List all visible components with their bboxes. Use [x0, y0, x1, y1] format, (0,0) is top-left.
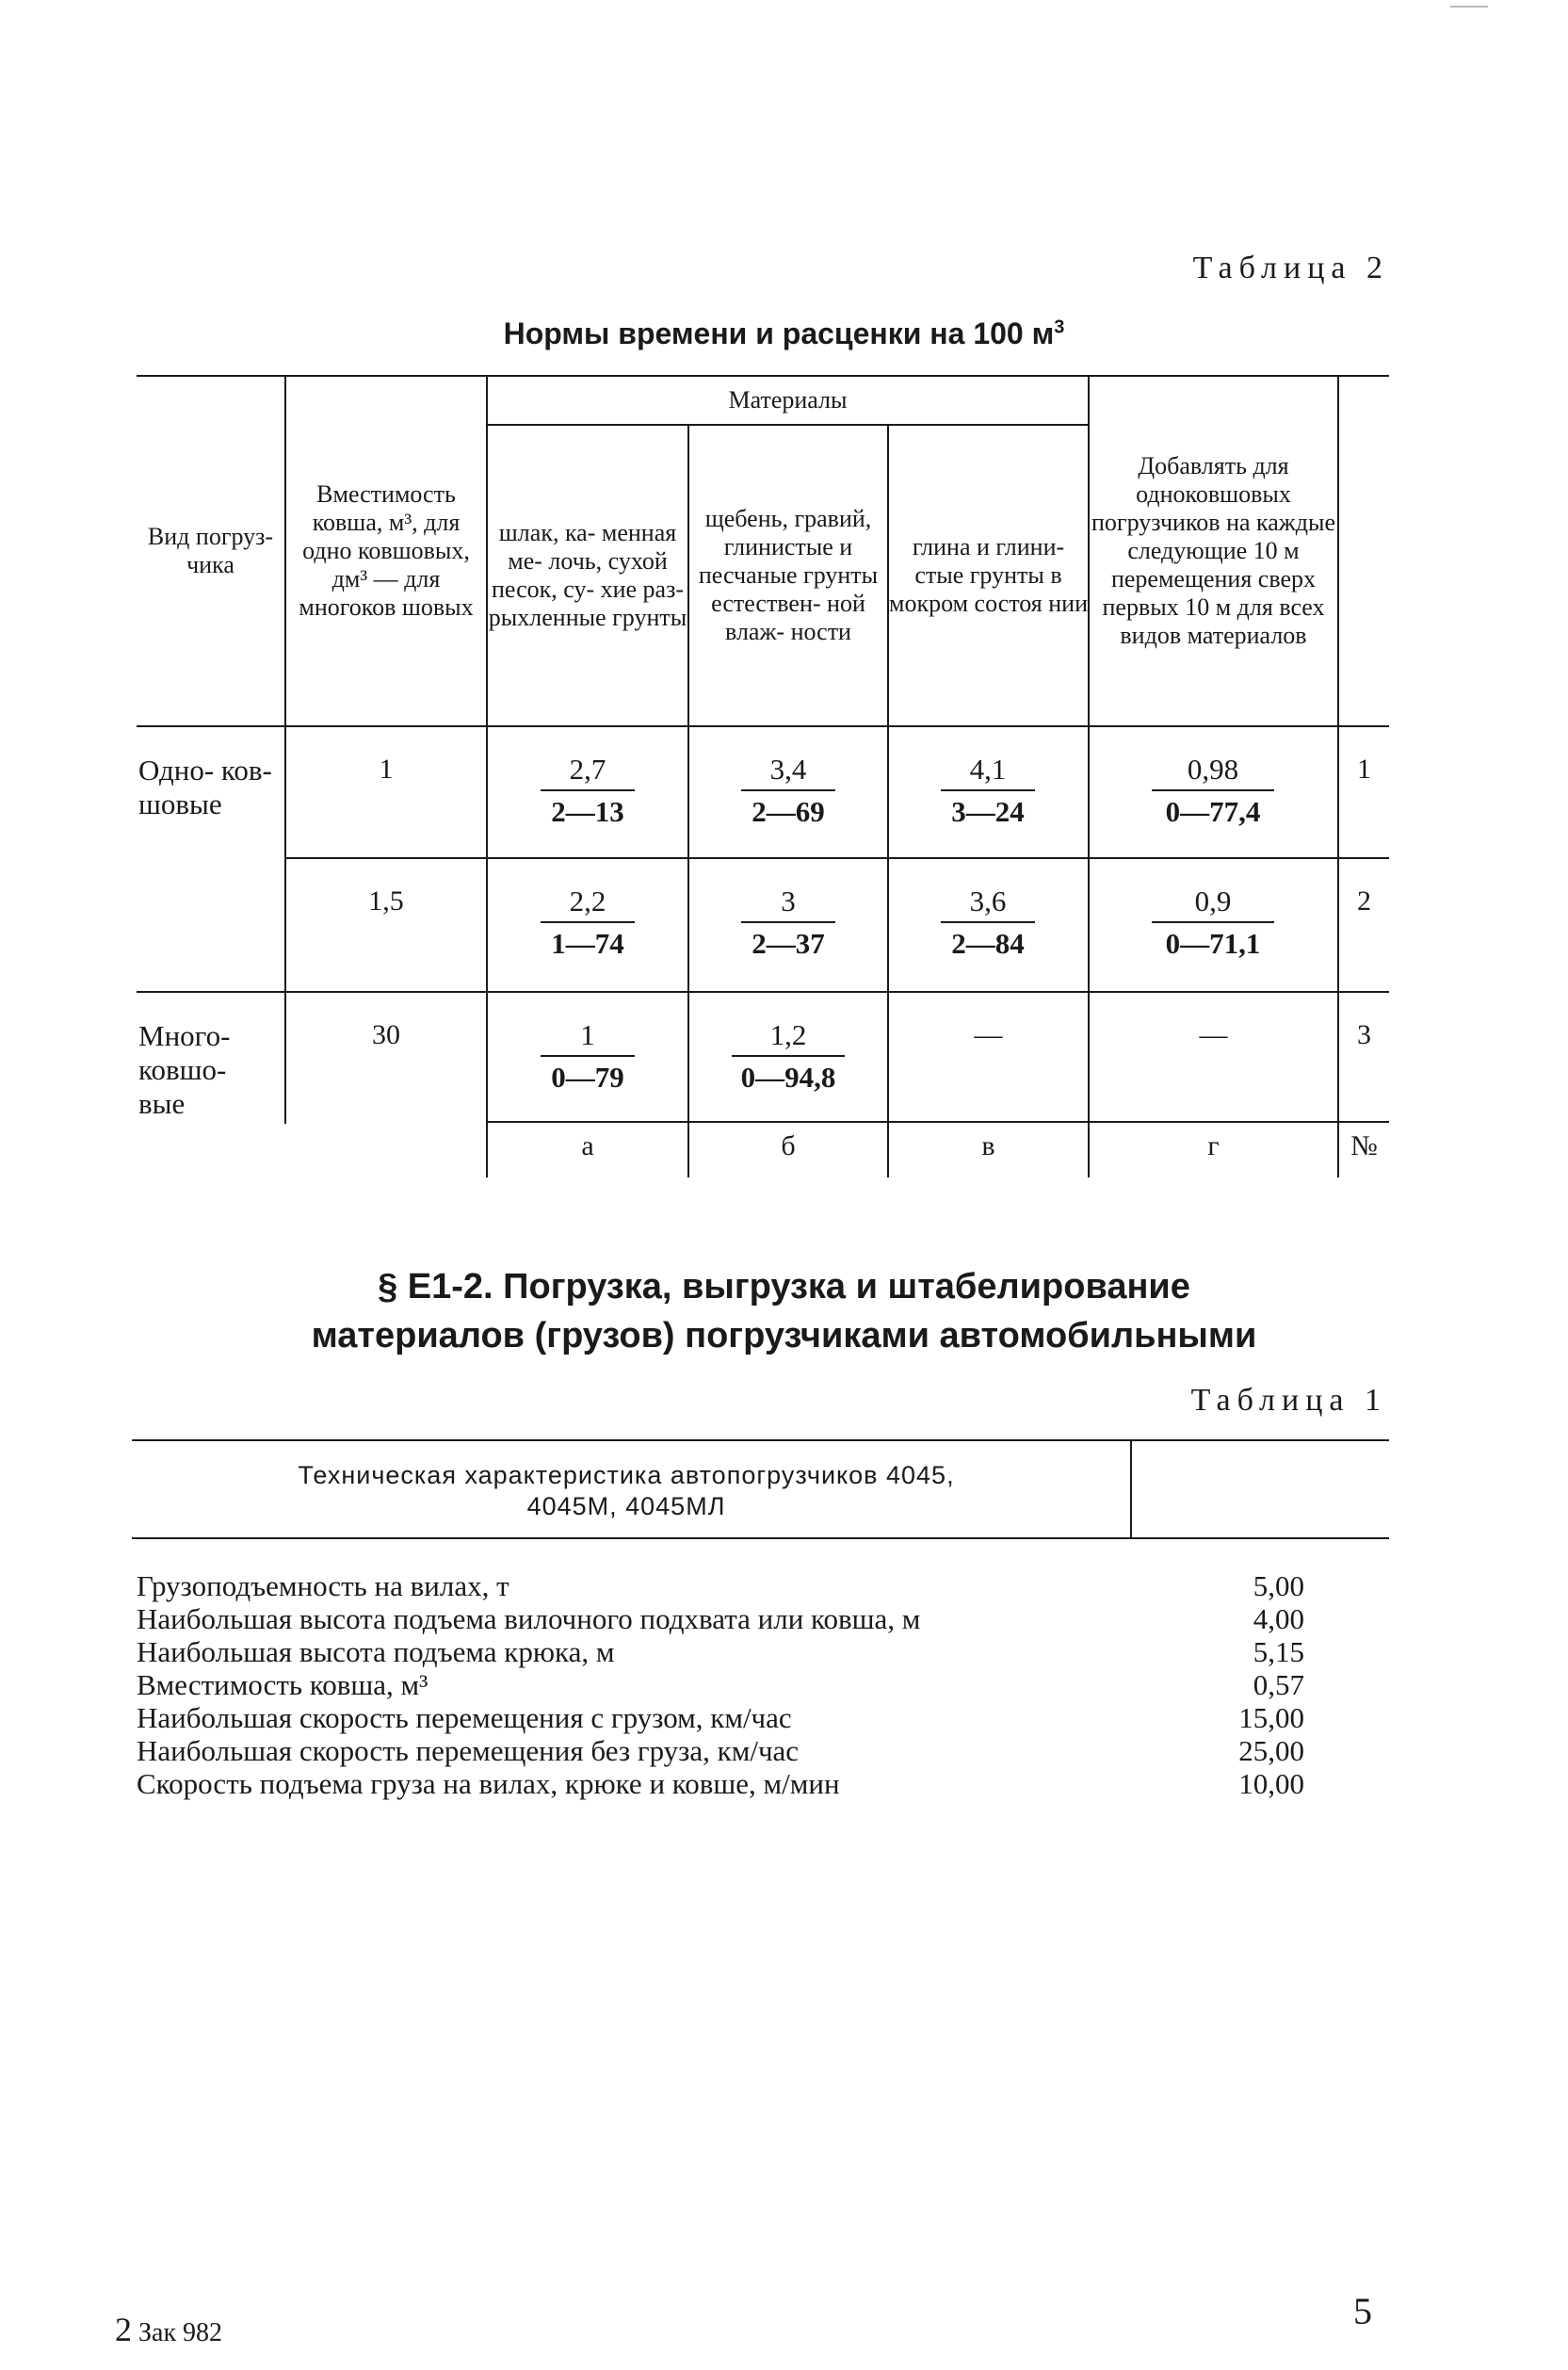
header-type: Вид погруз- чика [147, 523, 274, 578]
spec-row: Наибольшая высота подъема крюка, м 5,15 [137, 1635, 1304, 1668]
row3-gravel: 1,2 0—94,8 [722, 1017, 854, 1096]
row1-clay: 4,1 3—24 [931, 752, 1044, 831]
table1-header-line2: 4045М, 4045МЛ [526, 1492, 726, 1520]
footer-order-prefix: 2 [115, 2311, 132, 2348]
row2-capacity: 1,5 [368, 885, 404, 917]
group-label-single: Одно- ков- шовые [138, 754, 272, 820]
spec-row: Скорость подъема груза на вилах, крюке и ковше, м/мин 10,00 [137, 1767, 1304, 1800]
section-title-line1: § Е1-2. Погрузка, выгрузка и штабелирование [378, 1267, 1190, 1307]
section-title [0, 1262, 1568, 1360]
table1-header-line1: Техническая характеристика автопогрузчиков 4045, [298, 1461, 955, 1489]
row3-slag: 1 0—79 [531, 1017, 644, 1096]
header-clay: глина и глини- стые грунты в мокром состоя нии [889, 533, 1088, 617]
row3-add: — [1199, 1019, 1228, 1050]
row2-gravel: 3 2—37 [732, 884, 845, 963]
spec-row: Наибольшая высота подъема вилочного подхвата или ковша, м 4,00 [137, 1602, 1304, 1635]
col-letter-a: а [581, 1130, 594, 1161]
row1-slag: 2,7 2—13 [531, 752, 644, 831]
row1-gravel: 3,4 2—69 [732, 752, 845, 831]
col-letter-v: в [981, 1130, 995, 1161]
col-letter-g: г [1207, 1130, 1220, 1161]
page-number: 5 [1353, 2290, 1372, 2332]
header-capacity: Вместимость ковша, м³, для одно ковшовых, дм³ — для многоков шовых [299, 480, 474, 621]
section-title-line2: материалов (грузов) погрузчиками автомобильными [311, 1316, 1257, 1355]
table2-caption: Таблица 2 [1192, 251, 1389, 285]
col-letter-no: № [1350, 1130, 1378, 1161]
footer-order [115, 2310, 222, 2349]
table2-title [0, 317, 1568, 351]
header-slag: шлак, ка- менная ме- лочь, сухой песок, су- хие раз- рыхленные грунты [488, 519, 687, 631]
header-add: Добавлять для одноковшовых погрузчиков на каждые следующие 10 м перемещения сверх первых 10 м для всех видов материалов [1091, 452, 1335, 649]
row3-clay: — [974, 1019, 1003, 1050]
col-letter-b: б [781, 1130, 796, 1161]
corner-mark [1450, 6, 1488, 8]
table2-title-sup: 3 [1054, 317, 1065, 338]
table1-caption: Таблица 1 [1190, 1383, 1387, 1418]
row1-capacity: 1 [379, 754, 394, 785]
spec-row: Грузоподъемность на вилах, т 5,00 [137, 1569, 1304, 1602]
row2-add: 0,9 0—71,1 [1142, 884, 1284, 963]
row3-capacity: 30 [372, 1019, 400, 1050]
footer-order-text: Зак 982 [138, 2318, 223, 2347]
row2-slag: 2,2 1—74 [531, 884, 644, 963]
group-label-multi: Много- ковшо- вые [138, 1019, 231, 1120]
row1-add: 0,98 0—77,4 [1142, 752, 1284, 831]
spec-row: Наибольшая скорость перемещения с грузом, км/час 15,00 [137, 1701, 1304, 1734]
row2-clay: 3,6 2—84 [931, 884, 1044, 963]
spec-row: Вместимость ковша, м³ 0,57 [137, 1668, 1304, 1701]
spec-row: Наибольшая скорость перемещения без груза, км/час 25,00 [137, 1734, 1304, 1767]
row1-no: 1 [1357, 754, 1371, 785]
table2-title-text: Нормы времени и расценки на 100 м [503, 317, 1055, 350]
header-gravel: щебень, гравий, глинистые и песчаные грунты естествен- ной влаж- ности [698, 505, 879, 645]
table1-header [137, 1460, 1116, 1522]
header-materials: Материалы [728, 386, 848, 414]
row3-no: 3 [1357, 1019, 1371, 1050]
row2-no: 2 [1357, 885, 1371, 917]
